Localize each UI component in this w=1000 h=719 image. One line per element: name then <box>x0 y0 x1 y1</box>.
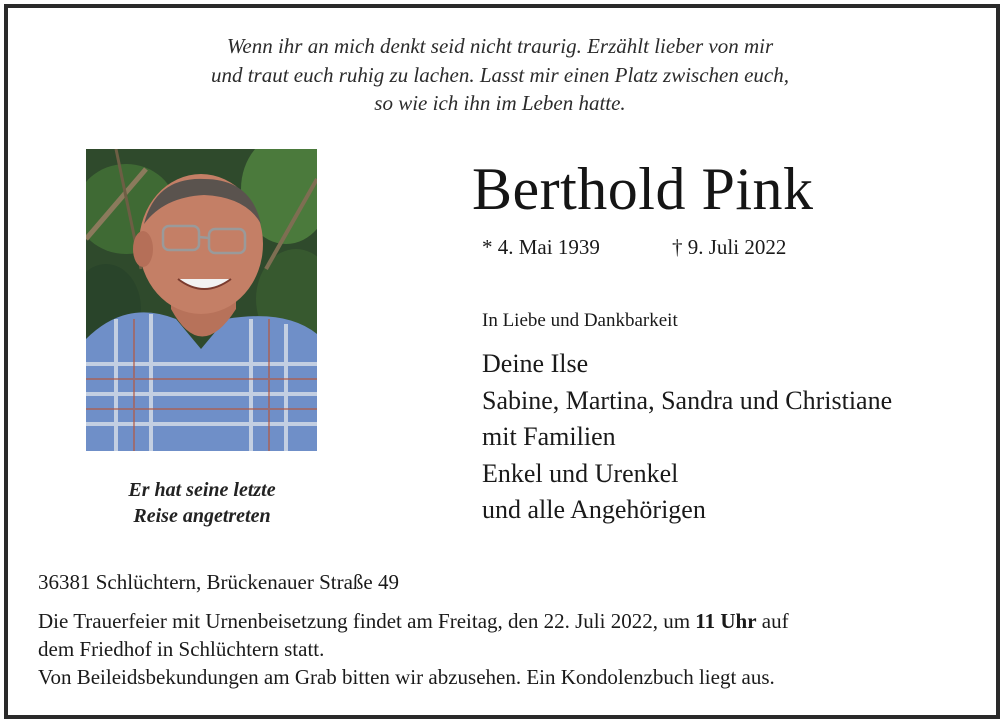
caption-line-2: Reise angetreten <box>133 505 271 527</box>
caption-line-1: Er hat seine letzte <box>128 479 276 501</box>
memorial-quote <box>0 32 1000 118</box>
notice-text: Die Trauerfeier mit Urnenbeisetzung findet am Freitag, den 22. Juli 2022, um <box>38 609 696 633</box>
quote-line-1: Wenn ihr an mich denkt seid nicht traurig. Erzählt lieber von mir <box>226 34 774 58</box>
quote-line-3: so wie ich ihn im Leben hatte. <box>374 91 626 115</box>
mourner-line: Sabine, Martina, Sandra und Christiane <box>482 385 893 415</box>
notice-line-1 <box>38 607 789 635</box>
mourner-line: mit Familien <box>482 422 616 451</box>
notice-line-3: Von Beileidsbekundungen am Grab bitten wir abzusehen. Ein Kondolenzbuch liegt aus. <box>38 665 775 689</box>
funeral-notice <box>38 607 789 691</box>
photo-caption <box>80 477 324 529</box>
service-time: 11 Uhr <box>695 609 757 633</box>
mourners-intro: In Liebe und Dankbarkeit <box>482 310 678 331</box>
notice-line-2: dem Friedhof in Schlüchtern statt. <box>38 637 325 661</box>
portrait-photo <box>86 149 317 451</box>
deceased-name: Berthold Pink <box>472 156 814 222</box>
notice-text: auf <box>756 609 789 633</box>
birth-date: * 4. Mai 1939 <box>482 235 600 259</box>
mourner-line: Deine Ilse <box>482 349 589 378</box>
family-address: 36381 Schlüchtern, Brückenauer Straße 49 <box>38 570 399 594</box>
mourner-line: und alle Angehörigen <box>482 495 706 524</box>
quote-line-2: und traut euch ruhig zu lachen. Lasst mir einen Platz zwischen euch, <box>210 62 790 87</box>
mourners-list <box>482 346 892 529</box>
death-date: † 9. Juli 2022 <box>672 235 787 259</box>
mourner-line: Enkel und Urenkel <box>482 458 679 488</box>
